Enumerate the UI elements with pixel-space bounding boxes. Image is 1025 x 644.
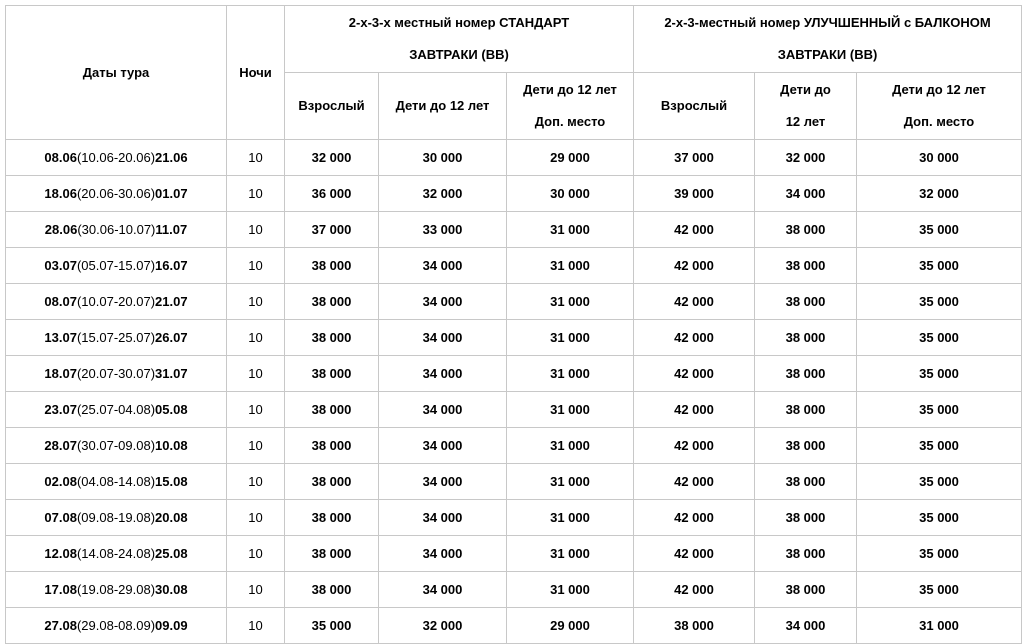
price-std-extra-cell: 31 000 — [507, 464, 634, 500]
tour-dates-cell — [6, 464, 227, 500]
price-std-adult-cell: 38 000 — [285, 356, 379, 392]
date-range: (09.08-19.08) — [76, 509, 156, 525]
date-start: 28.06 — [44, 221, 78, 237]
price-imp-adult-cell: 42 000 — [634, 536, 755, 572]
date-range: (25.07-04.08) — [76, 401, 156, 417]
date-range: (30.06-10.07) — [77, 221, 156, 237]
table-row — [6, 572, 1022, 608]
price-std-extra-cell: 31 000 — [507, 572, 634, 608]
date-start: 23.07 — [44, 401, 77, 417]
date-range: (30.07-09.08) — [76, 437, 156, 453]
table-row — [6, 176, 1022, 212]
price-std-extra-cell: 31 000 — [507, 500, 634, 536]
price-std-adult-cell: 36 000 — [285, 176, 379, 212]
price-imp-child-cell: 38 000 — [755, 212, 857, 248]
date-start: 08.07 — [44, 293, 77, 309]
price-imp-child-cell: 38 000 — [755, 428, 857, 464]
price-std-child-cell: 34 000 — [379, 320, 507, 356]
date-end: 21.06 — [155, 149, 188, 165]
table-row — [6, 320, 1022, 356]
price-std-adult-cell: 38 000 — [285, 536, 379, 572]
header-imp-extra-line2: Доп. место — [903, 114, 975, 129]
price-std-child-cell: 32 000 — [379, 608, 507, 644]
tour-dates-cell — [6, 284, 227, 320]
tour-dates-cell — [6, 392, 227, 428]
date-start: 18.06 — [44, 185, 77, 201]
nights-cell: 10 — [227, 356, 285, 392]
date-range: (15.07-25.07) — [76, 329, 156, 345]
price-imp-adult-cell: 42 000 — [634, 284, 755, 320]
date-range: (04.08-14.08) — [76, 473, 156, 489]
header-std-extra-line1: Дети до 12 лет — [523, 82, 617, 97]
tour-dates-cell — [6, 536, 227, 572]
price-imp-child-cell: 38 000 — [755, 320, 857, 356]
table-row — [6, 536, 1022, 572]
group-standard-room: 2-х-3-х местный номер СТАНДАРТ — [348, 15, 570, 30]
nights-cell: 10 — [227, 212, 285, 248]
header-nights: Ночи — [227, 6, 285, 140]
price-imp-adult-cell: 42 000 — [634, 320, 755, 356]
date-start: 28.07 — [44, 437, 77, 453]
date-range: (10.06-20.06) — [76, 149, 156, 165]
date-start: 02.08 — [44, 473, 77, 489]
date-end: 20.08 — [155, 509, 188, 525]
price-imp-child-cell: 38 000 — [755, 464, 857, 500]
price-std-extra-cell: 30 000 — [507, 176, 634, 212]
date-range: (29.08-08.09) — [76, 617, 156, 633]
price-imp-child-cell: 38 000 — [755, 392, 857, 428]
header-imp-child-line2: 12 лет — [785, 114, 826, 129]
price-std-extra-cell: 31 000 — [507, 320, 634, 356]
table-row — [6, 428, 1022, 464]
price-imp-extra-cell: 35 000 — [857, 392, 1022, 428]
price-imp-extra-cell: 35 000 — [857, 212, 1022, 248]
price-imp-adult-cell: 42 000 — [634, 212, 755, 248]
price-std-extra-cell: 31 000 — [507, 536, 634, 572]
price-std-extra-cell: 31 000 — [507, 428, 634, 464]
date-end: 31.07 — [155, 365, 188, 381]
nights-cell: 10 — [227, 392, 285, 428]
date-end: 25.08 — [155, 545, 188, 561]
tour-dates-cell — [6, 356, 227, 392]
header-std-extra-line2: Доп. место — [534, 114, 606, 129]
date-end: 16.07 — [155, 257, 188, 273]
price-std-adult-cell: 38 000 — [285, 428, 379, 464]
price-std-child-cell: 33 000 — [379, 212, 507, 248]
date-end: 15.08 — [155, 473, 188, 489]
group-improved-meal: ЗАВТРАКИ (BB) — [777, 47, 878, 62]
date-end: 09.09 — [155, 617, 188, 633]
price-std-extra-cell: 29 000 — [507, 140, 634, 176]
date-start: 07.08 — [44, 509, 77, 525]
nights-cell: 10 — [227, 284, 285, 320]
price-std-child-cell: 34 000 — [379, 356, 507, 392]
price-std-adult-cell: 37 000 — [285, 212, 379, 248]
price-imp-child-cell: 38 000 — [755, 536, 857, 572]
price-imp-adult-cell: 37 000 — [634, 140, 755, 176]
nights-cell: 10 — [227, 176, 285, 212]
date-end: 10.08 — [155, 437, 188, 453]
group-standard-meal: ЗАВТРАКИ (BB) — [409, 47, 509, 62]
price-imp-adult-cell: 38 000 — [634, 608, 755, 644]
price-std-adult-cell: 38 000 — [285, 500, 379, 536]
price-imp-adult-cell: 39 000 — [634, 176, 755, 212]
date-range: (20.06-30.06) — [76, 185, 156, 201]
price-std-adult-cell: 38 000 — [285, 572, 379, 608]
price-imp-extra-cell: 35 000 — [857, 428, 1022, 464]
nights-cell: 10 — [227, 320, 285, 356]
date-start: 17.08 — [44, 581, 77, 597]
price-std-extra-cell: 31 000 — [507, 248, 634, 284]
date-range: (14.08-24.08) — [76, 545, 156, 561]
table-row — [6, 248, 1022, 284]
price-std-adult-cell: 38 000 — [285, 248, 379, 284]
price-std-adult-cell: 38 000 — [285, 320, 379, 356]
date-end: 21.07 — [155, 293, 188, 309]
price-imp-adult-cell: 42 000 — [634, 572, 755, 608]
table-row — [6, 140, 1022, 176]
date-end: 30.08 — [155, 581, 188, 597]
price-imp-child-cell: 34 000 — [755, 176, 857, 212]
price-imp-extra-cell: 35 000 — [857, 356, 1022, 392]
price-std-extra-cell: 31 000 — [507, 212, 634, 248]
tour-price-table — [5, 5, 1022, 644]
price-imp-child-cell: 38 000 — [755, 356, 857, 392]
price-std-child-cell: 34 000 — [379, 248, 507, 284]
date-start: 08.06 — [44, 149, 77, 165]
price-imp-extra-cell: 35 000 — [857, 284, 1022, 320]
tour-dates-cell — [6, 428, 227, 464]
price-imp-extra-cell: 32 000 — [857, 176, 1022, 212]
date-start: 12.08 — [44, 545, 77, 561]
header-group-standard — [285, 6, 634, 73]
header-std-child: Дети до 12 лет — [379, 73, 507, 140]
price-imp-extra-cell: 30 000 — [857, 140, 1022, 176]
price-std-child-cell: 34 000 — [379, 392, 507, 428]
table-row — [6, 284, 1022, 320]
tour-dates-cell — [6, 572, 227, 608]
date-end: 01.07 — [155, 185, 188, 201]
price-imp-child-cell: 38 000 — [755, 572, 857, 608]
header-group-improved — [634, 6, 1022, 73]
price-std-child-cell: 34 000 — [379, 428, 507, 464]
price-imp-extra-cell: 35 000 — [857, 320, 1022, 356]
price-std-adult-cell: 38 000 — [285, 284, 379, 320]
date-end: 05.08 — [155, 401, 188, 417]
header-imp-child — [755, 73, 857, 140]
nights-cell: 10 — [227, 248, 285, 284]
header-imp-extra — [857, 73, 1022, 140]
tour-dates-cell — [6, 320, 227, 356]
price-imp-adult-cell: 42 000 — [634, 464, 755, 500]
nights-cell: 10 — [227, 140, 285, 176]
price-imp-extra-cell: 31 000 — [857, 608, 1022, 644]
date-start: 03.07 — [44, 257, 77, 273]
table-row — [6, 608, 1022, 644]
table-row — [6, 356, 1022, 392]
price-std-adult-cell: 38 000 — [285, 392, 379, 428]
price-imp-extra-cell: 35 000 — [857, 536, 1022, 572]
price-std-child-cell: 34 000 — [379, 500, 507, 536]
date-end: 26.07 — [155, 329, 188, 345]
price-imp-adult-cell: 42 000 — [634, 500, 755, 536]
table-body — [6, 140, 1022, 644]
header-dates: Даты тура — [6, 6, 227, 140]
price-imp-adult-cell: 42 000 — [634, 356, 755, 392]
group-improved-room: 2-х-3-местный номер УЛУЧШЕННЫЙ с БАЛКОНОМ — [664, 15, 991, 30]
nights-cell: 10 — [227, 572, 285, 608]
header-imp-child-line1: Дети до — [780, 82, 831, 97]
date-range: (10.07-20.07) — [76, 293, 156, 309]
header-std-adult: Взрослый — [285, 73, 379, 140]
date-start: 18.07 — [44, 365, 77, 381]
table-row — [6, 212, 1022, 248]
price-imp-adult-cell: 42 000 — [634, 248, 755, 284]
date-range: (19.08-29.08) — [76, 581, 156, 597]
date-range: (20.07-30.07) — [76, 365, 156, 381]
price-std-extra-cell: 31 000 — [507, 356, 634, 392]
date-start: 27.08 — [44, 617, 77, 633]
price-std-extra-cell: 29 000 — [507, 608, 634, 644]
price-imp-child-cell: 32 000 — [755, 140, 857, 176]
price-imp-extra-cell: 35 000 — [857, 464, 1022, 500]
price-imp-child-cell: 34 000 — [755, 608, 857, 644]
nights-cell: 10 — [227, 608, 285, 644]
header-imp-extra-line1: Дети до 12 лет — [892, 82, 986, 97]
price-std-child-cell: 34 000 — [379, 284, 507, 320]
nights-cell: 10 — [227, 464, 285, 500]
price-std-child-cell: 32 000 — [379, 176, 507, 212]
date-range: (05.07-15.07) — [76, 257, 156, 273]
price-std-child-cell: 34 000 — [379, 464, 507, 500]
price-imp-child-cell: 38 000 — [755, 284, 857, 320]
date-end: 11.07 — [155, 221, 188, 237]
tour-dates-cell — [6, 176, 227, 212]
tour-dates-cell — [6, 608, 227, 644]
nights-cell: 10 — [227, 428, 285, 464]
tour-dates-cell — [6, 500, 227, 536]
price-std-extra-cell: 31 000 — [507, 392, 634, 428]
price-imp-extra-cell: 35 000 — [857, 248, 1022, 284]
price-std-adult-cell: 32 000 — [285, 140, 379, 176]
price-std-adult-cell: 35 000 — [285, 608, 379, 644]
tour-dates-cell — [6, 140, 227, 176]
price-imp-child-cell: 38 000 — [755, 500, 857, 536]
nights-cell: 10 — [227, 500, 285, 536]
header-imp-adult: Взрослый — [634, 73, 755, 140]
tour-dates-cell — [6, 248, 227, 284]
nights-cell: 10 — [227, 536, 285, 572]
price-imp-extra-cell: 35 000 — [857, 572, 1022, 608]
table-row — [6, 392, 1022, 428]
header-std-extra — [507, 73, 634, 140]
price-std-child-cell: 30 000 — [379, 140, 507, 176]
price-imp-adult-cell: 42 000 — [634, 428, 755, 464]
header-row-top — [6, 6, 1022, 73]
price-imp-adult-cell: 42 000 — [634, 392, 755, 428]
price-std-child-cell: 34 000 — [379, 536, 507, 572]
price-imp-extra-cell: 35 000 — [857, 500, 1022, 536]
price-imp-child-cell: 38 000 — [755, 248, 857, 284]
date-start: 13.07 — [44, 329, 77, 345]
price-std-child-cell: 34 000 — [379, 572, 507, 608]
price-std-extra-cell: 31 000 — [507, 284, 634, 320]
table-row — [6, 464, 1022, 500]
price-std-adult-cell: 38 000 — [285, 464, 379, 500]
table-row — [6, 500, 1022, 536]
tour-dates-cell — [6, 212, 227, 248]
